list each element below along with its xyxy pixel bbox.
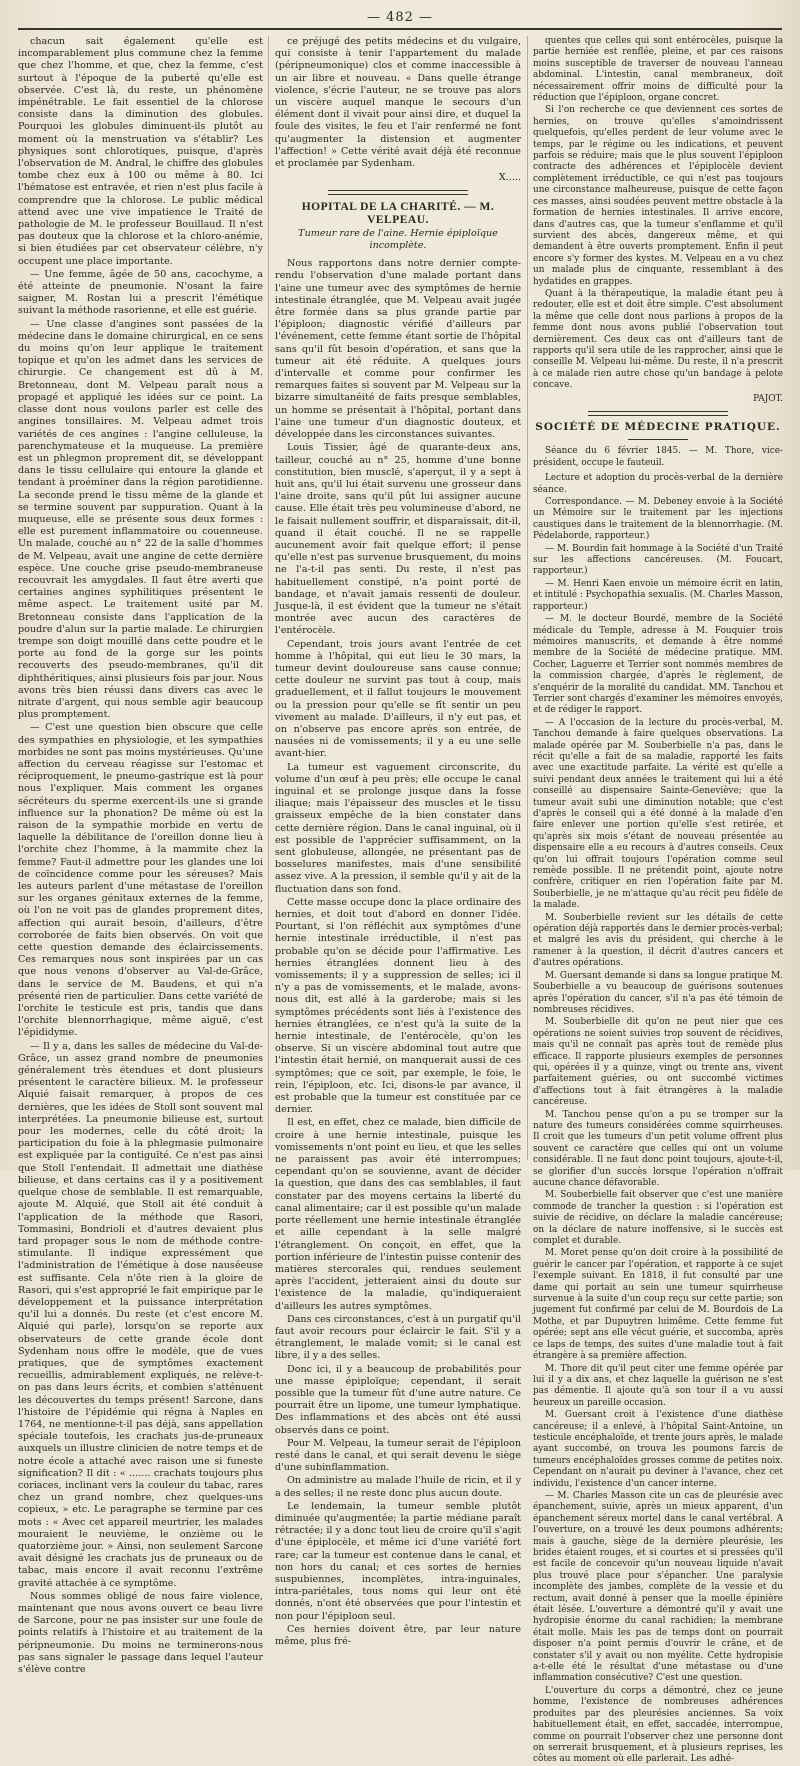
column-3 <box>533 36 783 1765</box>
paragraph: M. Moret pense qu'on doit croire à la possibilité de guérir le cancer par l'opération, et rapporte à ce sujet l'exemple suivant. En 1818, il fut consulté par une dame qui portait au sein une tumeur squirrheuse survenue à la suite d'un coup reçu sur cette partie; son jugement fut confirmé par celui de M. Bourdois de La Mothe, et par Dupuytren luimême. Cette femme fut opérée; sept ans elle vécut guérie, et succomba, après ce laps de temps, des suites d'une maladie tout à fait étrangère à sa première affection. <box>533 1248 783 1362</box>
section-divider <box>628 439 688 440</box>
paragraph: L'ouverture du corps a démontré, chez ce jeune homme, l'existence de nombreuses adhérences produites par des pleurésies anciennes. Sa voix habituellement était, en effet, saccadée, interrompue, comme on pourrait l'observer chez une personne dont on serrerait brusquement, et à plusieurs reprises, les côtes au moment où elle parlerait. Les adhé- <box>533 1685 783 1765</box>
paragraph: On administre au malade l'huile de ricin, et il y a des selles; il ne reste donc plus aucun doute. <box>275 1475 521 1499</box>
paragraph: M. Thore dit qu'il peut citer une femme opérée par lui il y a dix ans, et chez laquelle la guérison ne s'est pas démentie. Il ajoute qu'à son tour il a vu aussi heureux un pareille occasion. <box>533 1363 783 1408</box>
paragraph: Pour M. Velpeau, la tumeur serait de l'épiploon resté dans le canal, et qui serait devenu le siège d'une subinflammation. <box>275 1437 521 1474</box>
section-subtitle: Tumeur rare de l'aine. Hernie épiploïque incomplète. <box>298 227 498 252</box>
paragraph: M. Guersant croit à l'existence d'une diathèse cancéreuse; il a enlevé, à l'hôpital Saint-Antoine, un testicule encéphaloïde, et trente jours après, le malade ayant succombé, on trouva les poumons farcis de tumeurs encéphaloïdes grosses comme de petites noix. Cependant on n'aurait pu deviner à l'avance, chez cet individu, l'existence d'un cancer interne. <box>533 1410 783 1489</box>
section-divider <box>328 190 468 195</box>
paragraph: M. Souberbielle dit qu'on ne peut nier que ces opérations ne soient suivies trop souvent de récidives, mais qu'il ne connaît pas après tout de remède plus efficace. Il rapporte plusieurs exemples de personnes qui, opérées il y a quinze, vingt ou trente ans, vivent parfaitement guéries, ou ont succombé victimes d'affections tout à fait étrangères à la maladie cancéreuse. <box>533 1017 783 1108</box>
paragraph: — M. le docteur Bourdé, membre de la Société médicale du Temple, adresse à M. Fouquier trois mémoires manuscrits, et demande à être nommé membre de la Société de médecine pratique. MM. Cocher, Laguerre et Terrier sont nommés membres de la commission chargée, d'après le règlement, de s'enquérir de la moralité du candidat. MM. Tanchou et Terrier sont chargés d'examiner les mémoires envoyés, et de rédiger le rapport. <box>533 614 783 716</box>
paragraph: Lecture et adoption du procès-verbal de la dernière séance. <box>533 473 783 495</box>
section-divider <box>588 411 728 416</box>
paragraph: — M. Charles Masson cite un cas de pleurésie avec épanchement, suivie, après un mieux apparent, d'un épanchement séreux mortel dans le canal vertébral. A l'ouverture, on a trouvé les deux poumons adhérents; mais à gauche, siège de la dernière pleurésie, les brides étaient rouges, et si courtes et si pressées qu'il est facile de concevoir qu'un nouveau liquide n'avait plus trouvé place pour s'épancher. Une paralysie incomplète des jambes, complète de la vessie et du rectum, avait donné à penser que la moelle épinière était lésée. L'ouverture a démontré qu'il y avait une hydropisie énorme du canal rachidien; la membrane était molle. Mais les pas de temps dont on pourrait disposer n'a point permis d'ouvrir le crâne, et de constater s'il y avait ou non myélite. Cette hydropisie a-t-elle été le résultat d'une métastase ou d'une inflammation consécutive? C'est une question. <box>533 1490 783 1684</box>
paragraph: La tumeur est vaguement circonscrite, du volume d'un œuf à peu près; elle occupe le canal inguinal et se prolonge jusque dans la fosse iliaque; mais l'épaisseur des muscles et le tissu graisseux empêche de la bien constater dans cette dernière région. Dans le canal inguinal, où il est possible de l'apprécier suffisamment, on la sent globuleuse, allongée, ne présentant pas de bosselures manifestes, mais d'une sensibilité assez vive. A la pression, il semble qu'il y ait de la fluctuation dans son fond. <box>275 761 521 895</box>
paragraph: — Il y a, dans les salles de médecine du Val-de-Grâce, un assez grand nombre de pneumonies généralement très étendues et dont plusieurs présentent le caractère bilieux. M. le professeur Alquié faisait remarquer, à propos de ces dernières, que les idées de Stoll sont souvent mal interprétées. La pneumonie bilieuse est, surtout pour les modernes, celle du côté droit; la participation du foie à la phlegmasie pulmonaire est expliquée par la contiguïté. Ce n'est pas ainsi que Stoll l'entendait. Il admettait une diathèse bilieuse, et dans certains cas il y a positivement quelque chose de semblable. Il est remarquable, ajoute M. Alquié, que Stoll ait été conduit à l'application de la méthode que Rasori, Tommasini, Bondrioli et d'autres devaient plus tard propager sous le nom de méthode contre-stimulante. Il indique expressément que l'administration de l'émétique à dose nauséeuse est suffisante. Cela n'ôte rien à la gloire de Rasori, qui s'est approprié le fait empirique par le développement et la puissance interprétation qu'il lui a donnés. Du reste (et c'est encore M. Alquié qui parle), lorsqu'on se reporte aux observateurs de cette grande école dont Sydenham nous offre le modèle, que de vues pratiques, que de symptômes exactement recueillis, admirablement expliqués, ne relève-t-on pas dans leurs écrits, et combien s'atténuent les découvertes du temps présent! Sarcone, dans l'histoire de l'épidémie qui régna à Naples en 1764, ne mentionne-t-il pas déjà, sans appellation spéciale toutefois, les crachats jus-de-pruneaux auxquels un illustre clinicien de notre temps et de notre école a attaché avec raison une si funeste signification? Il dit : « ....... crachats toujours plus coriaces, inclinant vers la couleur du tabac, rares chez un grand nombre, chez quelques-uns copieux, » etc. Le paragraphe se termine par ces mots : « Avec cet appareil meurtrier, les malades mouraient le neuvième, le onzième ou le quatorzième jour. » Ainsi, non seulement Sarcone avait désigné les crachats jus de pruneaux ou de tabac, mais encore il avait reconnu l'extrême gravité attachée à ce symptôme. <box>18 1040 263 1589</box>
column-separator <box>527 36 528 1160</box>
paragraph: Correspondance. — M. Debeney envoie à la Société un Mémoire sur le traitement par les injections caustiques dans le traitement de la blennorrhagie. (M. Pédelaborde, rapporteur.) <box>533 497 783 542</box>
paragraph: Louis Tissier, âgé de quarante-deux ans, tailleur, couché au n° 25, homme d'une bonne constitution, bien musclé, s'aperçut, il y a sept à huit ans, qu'il lui était survenu une grosseur dans l'aine droite, sans qu'il pût lui assigner aucune cause. Elle était très peu volumineuse d'abord, ne le faisait nullement souffrir, et disparaissait, dit-il, quand il était couché. Il ne se rappelle aucunement avoir fait quelque effort; il pense qu'elle n'est pas survenue brusquement, du moins ne l'a-t-il pas senti. Du reste, il n'est pas habituellement constipé, n'a point porté de bandage, et n'avait jamais ressenti de douleur. Jusque-là, il est évident que la tumeur ne s'était montrée avec aucun des caractères de l'entérocèle. <box>275 442 521 637</box>
column-1 <box>18 36 263 1676</box>
paragraph: Nous rapportons dans notre dernier compte-rendu l'observation d'une malade portant dans l'aine une tumeur avec des symptômes de hernie intestinale étranglée, que M. Velpeau avait jugée être formée dans sa plus grande partie par l'épiploon; diagnostic vérifié d'ailleurs par l'événement, cette femme étant sortie de l'hôpital sans qu'il fût besoin d'opération, et sans que la tumeur ait été réduite. A quelques jours d'intervalle et comme pour confirmer les remarques faites si souvent par M. Velpeau sur la bizarre simultanéité de faits presque semblables, un homme se présentait à l'hôpital, portant dans l'aine une tumeur d'un diagnostic douteux, et développée dans les circonstances suivantes. <box>275 258 521 441</box>
paragraph: Il est, en effet, chez ce malade, bien difficile de croire à une hernie intestinale, puisque les vomissements n'ont point eu lieu, et que les selles ne paraissent pas avoir été interrompues; cependant qu'on se souvienne, avant de décider la question, que dans des cas semblables, il faut constater par des moyens certains la liberté du canal alimentaire; car il est possible qu'un malade porte réellement une hernie intestinale étranglée et aille cependant à la selle malgré l'étranglement. On conçoit, en effet, que la portion inférieure de l'intestin puisse contenir des matières stercorales qui, rendues seulement après l'accident, jetteraient ainsi du doute sur l'existence de la maladie, qu'indiqueraient d'ailleurs les autres symptômes. <box>275 1117 521 1312</box>
paragraph: — M. Henri Kaen envoie un mémoire écrit en latin, et intitulé : Psychopathia sexualis. (M. Charles Masson, rapporteur.) <box>533 578 783 612</box>
seance-line: Séance du 6 février 1845. — M. Thore, vice-président, occupe le fauteuil. <box>533 446 783 468</box>
society-title: SOCIÉTÉ DE MÉDECINE PRATIQUE. <box>535 421 781 433</box>
article-signature: PAJOT. <box>753 393 783 404</box>
paragraph: — M. Bourdin fait hommage à la Société d'un Traité sur les affections cancéreuses. (M. Foucart, rapporteur.) <box>533 543 783 577</box>
paragraph: Cette masse occupe donc la place ordinaire des hernies, et doit tout d'abord en donner l'idée. Pourtant, si l'on réfléchit aux symptômes d'une hernie intestinale irréductible, il n'est pas probable qu'on se décide pour l'affirmative. Les hernies étranglées donnent lieu à des vomissements; il y a suppression de selles; ici il n'y a pas de vomissements, et le malade, avons-nous dit, est allé à la garderobe; mais si les symptômes précédents sont liés à l'existence des hernies étranglées, ce n'est qu'à la suite de la hernie intestinale, de l'entérocèle, qu'on les observe. Si un viscère abdominal tout autre que l'intestin était hernié, on manquerait aussi de ces symptômes; que ce soit, par exemple, le foie, le rein, l'épiploon, etc. Ici, disons-le par avance, il est probable que la tumeur est constituée par ce dernier. <box>275 896 521 1116</box>
paragraph: Cependant, trois jours avant l'entrée de cet homme à l'hôpital, qui eut lieu le 30 mars, la tumeur devint douloureuse sans cause connue; cette douleur ne survint pas tout à coup, mais graduellement, et il fallut toujours le mouvement ou la pression pour qu'elle se fît sentir un peu vivement au malade. D'ailleurs, il n'y eut pas, et on n'observe pas encore après son entrée, de nausées ni de vomissements; il y a eu une selle avant-hier. <box>275 638 521 760</box>
column-separator <box>268 36 269 1160</box>
paragraph: M. Souberbielle revient sur les détails de cette opération déjà rapportés dans le dernier procès-verbal; et malgré les avis du président, qui cherche à le ramener à la question, il décrit d'autres cancers et d'autres opérations. <box>533 912 783 969</box>
paragraph: ce préjugé des petits médecins et du vulgaire, qui consiste à tenir l'appartement du malade (péripneumonique) clos et comme inaccessible à un air libre et nouveau. « Dans quelle étrange violence, s'écrie l'auteur, ne se trouve pas alors un viscère auquel manque le secours d'un élément dont il vivait pour ainsi dire, et duquel la foule des visites, le feu et l'air renfermé ne font qu'augmenter la distension et augmenter l'affection! » Cette vérité avait déjà été reconnue et proclamée par Sydenham. <box>275 36 521 170</box>
paragraph: — A l'occasion de la lecture du procès-verbal, M. Tanchou demande à faire quelques observations. La malade opérée par M. Souberbielle n'a pas, dans le récit qu'elle a fait de sa maladie, rapporté les faits avec une exactitude parfaite. La vérité est qu'elle a suivi pendant deux années le traitement qui lui a été conseillé au dispensaire Sainte-Geneviève; que la tumeur avait subi une diminution notable; que c'est d'après le conseil qui a été donné à la malade d'en faire enlever une portion qu'elle s'est retirée, et qu'après six mois s'étant de nouveau présentée au dispensaire elle a eu recours à d'autres conseils. Ceux qu'on lui offrait toujours l'opération comme seul remède possible. Il ne prétendit point, ajoute notre confrère, critiquer en rien l'opération faite par M. Souberbielle, je ne m'attaque qu'au récit peu fidèle de la malade. <box>533 717 783 911</box>
paragraph: M. Guersant demande si dans sa longue pratique M. Souberbielle a vu beaucoup de guérisons soutenues après l'opération du cancer, s'il n'a pas été témoin de nombreuses récidives. <box>533 970 783 1015</box>
paragraph: Le lendemain, la tumeur semble plutôt diminuée qu'augmentée; la partie médiane paraît rétractée; il y a donc tout lieu de croire qu'il s'agit d'une épiplocèle, et même ici d'une variété fort rare; car la tumeur est contenue dans le canal, et non hors du canal; et ces sortes de hernies suspubiennes, incomplètes, intra-inguinales, intra-pariétales, tous noms qui leur ont été donnés, n'ont été observées que pour l'intestin et non pour l'épiploon seul. <box>275 1500 521 1622</box>
paragraph: Donc ici, il y a beaucoup de probabilités pour une masse épiploïque; cependant, il serait possible que la tumeur fût d'une autre nature. Ce pourrait être un lipome, une tumeur lymphatique. Des inflammations et des abcès ont été aussi observés dans ce point. <box>275 1363 521 1436</box>
paragraph: — Une femme, âgée de 50 ans, cacochyme, a été atteinte de pneumonie. N'osant la faire saigner, M. Rostan lui a prescrit l'émétique suivant la méthode rasorienne, et elle est guérie. <box>18 268 263 317</box>
paragraph: — C'est une question bien obscure que celle des sympathies en physiologie, et les sympathies morbides ne sont pas moins mystérieuses. Qu'une affection du cerveau réagisse sur l'estomac et réciproquement, le pneumo-gastrique est là pour nous l'expliquer. Mais comment les organes sécréteurs du sperme exercent-ils une si grande influence sur la phonation? De même où est la raison de la sympathie morbide en vertu de laquelle la débilitance de l'oreillon donne lieu à l'orchite chez l'homme, à la mammite chez la femme? Faut-il admettre pour les glandes une loi de coïncidence comme pour les séreuses? Mais les auteurs parlent d'une métastase de l'oreillon sur les organes génitaux externes de la femme, où l'on ne voit pas de glandes proprement dites, affection qui aurait besoin, d'ailleurs, d'être corroborée de faits bien observés. On voit que cette question demande des éclaircissements. Ces remarques nous sont inspirées par un cas que nous venons d'observer au Val-de-Grâce, dans le service de M. Baudens, et qui n'a présenté rien de particulier. Dans cette variété de l'orchite le testicule est pris, tandis que dans l'orchite blennorrhagique, même aiguë, c'est l'épididyme. <box>18 722 263 1039</box>
article-signature: X..... <box>498 172 521 184</box>
paragraph: M. Souberbielle fait observer que c'est une manière commode de trancher la question : si l'opération est suivie de récidive, on déclare la maladie cancéreuse; on la déclare de nature inoffensive, si le succès est complet et durable. <box>533 1190 783 1247</box>
header-rule <box>18 28 782 30</box>
column-2 <box>275 36 521 1647</box>
paragraph: M. Tanchou pense qu'on a pu se tromper sur la nature des tumeurs considérées comme squirrheuses. Il croit que les tumeurs d'un petit volume offrent plus souvent ce caractère que celles qui ont un volume considérable. Il ne faut donc point toujours, ajoute-t-il, se glorifier d'un succès lorsque l'opération n'offrait aucune chance défavorable. <box>533 1109 783 1188</box>
page-number: — 482 — <box>366 10 434 25</box>
paragraph: Dans ces circonstances, c'est à un purgatif qu'il faut avoir recours pour éclaircir le fait. S'il y a étranglement, le malade vomit; si le canal est libre, il y a des selles. <box>275 1313 521 1362</box>
paragraph: Quant à la thérapeutique, la maladie étant peu à redouter, elle est et doit être simple. C'est absolument la même que celle dont nous parlions à propos de la femme dont nous avons publié l'observation tout dernièrement. Ces deux cas ont d'ailleurs tant de rapports qu'il sera utile de les rapprocher, ainsi que le conseille M. Velpeau lui-même. Du reste, il n'a prescrit à ce malade rien autre chose qu'un bandage à pelote concave. <box>533 288 783 391</box>
paragraph: Nous sommes obligé de nous faire violence, maintenant que nous avons ouvert ce beau livre de Sarcone, pour ne pas insister sur une foule de points relatifs à l'histoire et au traitement de la péripneumonie. Du moins ne terminerons-nous pas sans signaler le passage dans lequel l'auteur s'élève contre <box>18 1590 263 1676</box>
paragraph: Ces hernies doivent être, par leur nature même, plus fré- <box>275 1623 521 1647</box>
section-title: HOPITAL DE LA CHARITÉ. — M. VELPEAU. <box>301 201 495 226</box>
paragraph: chacun sait également qu'elle est incomparablement plus commune chez la femme que chez l'homme, et que, chez la femme, c'est surtout à l'époque de la puberté qu'elle est observée. C'est là, du reste, un phénomène impénétrable. Le fait essentiel de la chlorose consiste dans la diminution des globules. Pourquoi les globules diminuent-ils plutôt au moment où la menstruation va s'établir? Les physiques sont chlorotiques, puisque, d'après l'observation de M. Andral, le chiffre des globules tombe chez eux à 100 ou même à 80. Ici l'hématose est entravée, et rien n'est plus facile à comprendre que la chlorose. Le public médical attend avec une vive impatience le Traité de pathologie de M. le professeur Bouillaud. Il n'est pas douteux que la chlorose et la chloro-anémie, si bien étudiées par cet observateur célèbre, n'y occupent une place importante. <box>18 36 263 267</box>
paragraph: Si l'on recherche ce que deviennent ces sortes de hernies, on trouve qu'elles s'amoindrissent quelquefois, qu'elles perdent de leur volume avec le temps, par le régime ou les indications, et peuvent parfois se réduire; mais que le plus souvent l'épiploon contracte des adhérences et l'épiplocèle devient complètement irréductible, ce qui n'est pas toujours une circonstance malheureuse, puisque de cette façon ces masses, ainsi soudées peuvent mettre obstacle à la formation de hernies intestinales. Il arrive encore, dans d'autres cas, que la tumeur s'enflamme et qu'il survient des abcès, dangereux même, et qui demandent à être ouverts promptement. Enfin il peut encore s'y former des kystes. M. Velpeau en a vu chez un malade plus de cinquante, ressemblant à des hydatides en grappes. <box>533 105 783 287</box>
paragraph: quentes que celles qui sont entérocèles, puisque la partie herniée est renflée, pleine, et par ces raisons moins susceptible de traverser de nouveau l'anneau abdominal. L'intestin, canal membraneux, doit nécessairement offrir moins de difficulté pour la réduction que l'épiploon, organe concret. <box>533 36 783 104</box>
paragraph: — Une classe d'angines sont passées de la médecine dans le domaine chirurgical, en ce sens du moins qu'on leur applique le traitement topique et qu'on les admet dans les services de chirurgie. Ce changement est dû à M. Bretonneau, dont M. Velpeau paraît nous a propagé et appliqué les idées sur ce point. La classe dont nous voulons parler est celle des angines tonsillaires. M. Velpeau admet trois variétés de ces angines : l'angine celluleuse, la parenchymateuse et la muqueuse. La première est un phlegmon proprement dit, se développant dans le tissu cellulaire qui entoure la glande et tendant à proéminer dans la région parotidienne. La seconde prend le tissu même de la glande et se termine souvent par suppuration. Quant à la muqueuse, elle se présente sous deux formes : elle est purement inflammatoire ou couenneuse. Un malade, couché au n° 22 de la salle d'hommes de M. Velpeau, avait une angine de cette dernière espèce. Une couche grise pseudo-membraneuse recouvrait les amygdales. Il faut être averti que certaines angines syphilitiques présentent le même aspect. Le traitement usité par M. Bretonneau consiste dans l'application de la poudre d'alun sur la partie malade. Le chirurgien trempe son doigt mouillé dans cette poudre et le porte au fond de la gorge sur les points recouverts des pseudo-membranes, qu'il dit diphthéritiques, ainsi plusieurs fois par jour. Nous avons très bien réussi dans divers cas avec le nitrate d'argent, qui nous semble agir beaucoup plus promptement. <box>18 318 263 721</box>
